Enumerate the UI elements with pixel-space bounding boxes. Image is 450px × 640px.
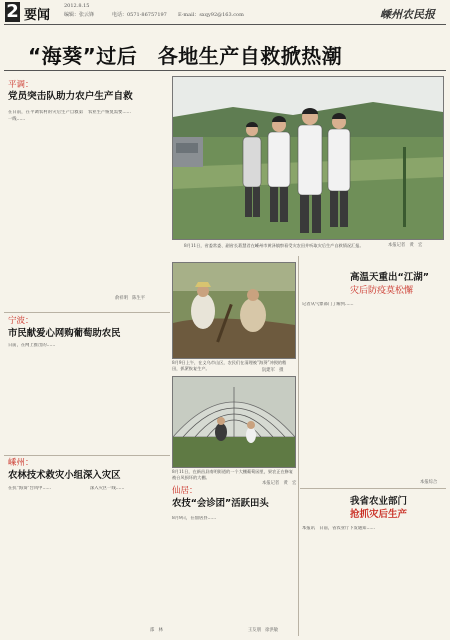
xianju-byline: 王友朋 徐洪敏 xyxy=(248,628,279,633)
shengzhou-subhead: 嵊州： xyxy=(8,458,34,468)
divider-right xyxy=(300,488,446,489)
heatwave-subtitle: 灾后防疫莫松懈 xyxy=(350,286,414,296)
pingdiao-subhead: 平调： xyxy=(8,80,34,90)
xianju-text: 8月9日，在仙居县…… xyxy=(172,516,217,521)
mid-photo-byline: 阮建军 摄 xyxy=(262,368,284,373)
agriculture-title-line1: 我省农业部门 xyxy=(350,496,408,507)
shengzhou-title: 农林技术救灾小组深入灾区 xyxy=(8,470,121,481)
main-headline: “海葵”过后 各地生产自救掀热潮 xyxy=(28,44,343,68)
xianju-title: 农技“会诊团”活跃田头 xyxy=(172,498,269,509)
heatwave-text: 记者从气象部门了解到…… xyxy=(302,302,354,307)
heatwave-byline: 本报综合 xyxy=(420,480,438,485)
shengzhou-byline: 邵 林 xyxy=(150,628,163,633)
page-number: 2 xyxy=(6,1,19,22)
shengzhou-text-left: 在抗“海葵”台风中…… xyxy=(8,486,52,491)
masthead-rule xyxy=(4,24,446,25)
issue-date: 2012.8.15 xyxy=(64,3,90,9)
bottom-photo-caption: 8月11日，在新昌县南明街道的一个大棚葡萄园里，果农正在修复被台风损坏的大棚。 xyxy=(172,469,294,480)
ningbo-text: 日前，在网上推出的…… xyxy=(8,343,56,348)
divider-pingdiao xyxy=(4,312,170,313)
greenhouse-repair-photo xyxy=(172,376,296,468)
farmers-cleanup-photo xyxy=(172,262,296,359)
top-photo-caption: 8月11日，省委常委、副省长葛慧君在嵊州市黄泽镇察看受灾农田并听取灾后生产自救情况汇报。 xyxy=(184,243,364,248)
email-address: E-mail：sxqy92@163.com xyxy=(178,12,244,18)
xianju-subhead: 仙居： xyxy=(172,486,198,496)
section-label: 要闻 xyxy=(24,8,51,23)
ningbo-subhead: 宁波： xyxy=(8,316,34,326)
agriculture-title-line2: 抢抓灾后生产 xyxy=(350,509,408,520)
top-photo-byline: 本报记者 黄 宏 xyxy=(388,243,423,248)
right-column-rule xyxy=(298,256,299,636)
bottom-photo-byline: 本报记者 黄 宏 xyxy=(262,481,297,486)
heatwave-title: 高温天重出“江湖” xyxy=(350,272,429,283)
pingdiao-text-left: 在日前，在平调农村的灾后生产自救第一线…… xyxy=(8,110,83,122)
newspaper-logo: 嵊州农民报 xyxy=(380,8,435,21)
phone-number: 电话：0571-86757197 xyxy=(112,12,167,18)
pingdiao-title: 党员突击队助力农户生产自救 xyxy=(8,91,133,102)
pingdiao-byline: 俞祥明 陈生平 xyxy=(115,296,146,301)
mid-photo-caption: 8月9日上午，在义乌市山区，农民们在清理被“海葵”冲毁的稻田，抓紧恢复生产。 xyxy=(172,360,287,371)
pingdiao-text-right: 农业生产恢复需要…… xyxy=(88,110,131,115)
officials-field-photo xyxy=(172,76,444,240)
shengzhou-text-right: 深入灾区一线…… xyxy=(90,486,125,491)
ningbo-title: 市民献爱心网购葡萄助农民 xyxy=(8,328,121,339)
editor-credit: 编辑：张云锋 xyxy=(64,12,95,18)
agriculture-text: 本报讯 日前，省农业厅下发通知…… xyxy=(302,526,376,531)
divider-ningbo xyxy=(4,455,170,456)
headline-rule xyxy=(4,70,446,71)
